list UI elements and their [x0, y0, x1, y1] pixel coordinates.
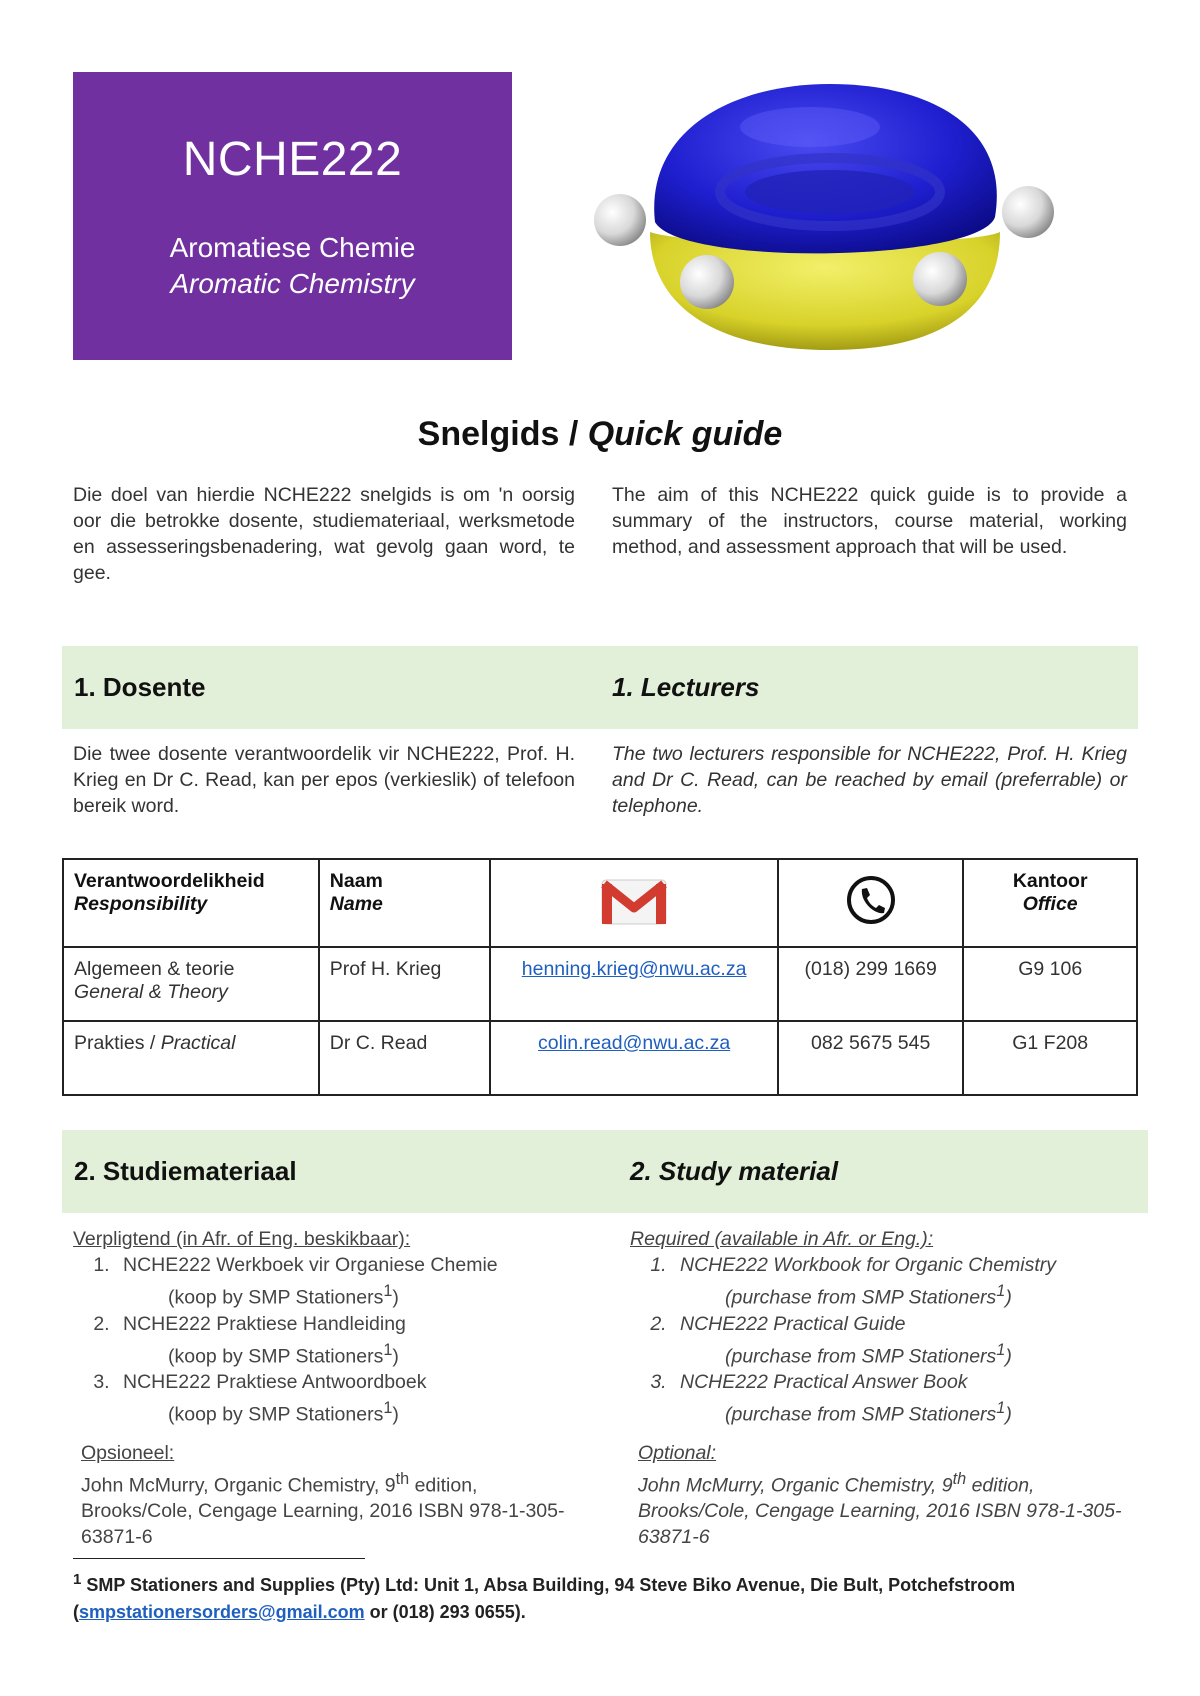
item-title: NCHE222 Praktiese Antwoordboek	[123, 1371, 427, 1393]
item-title: NCHE222 Practical Guide	[680, 1312, 906, 1335]
section-heading-en: 2. Study material	[630, 1156, 839, 1186]
cell-responsibility	[63, 947, 319, 1021]
intro-paragraph-af: Die doel van hierdie NCHE222 snelgids is om 'n oorsig oor die betrokke dosente, studiemateriaal, werksmetode en assesseringsbenadering, wat gevolg gaan word, te gee.	[73, 484, 575, 584]
list-item	[672, 1369, 1150, 1428]
optional-ref-pre: John McMurry, Organic Chemistry, 9	[638, 1474, 953, 1496]
footnote-ref: 1	[996, 1282, 1006, 1300]
item-title: NCHE222 Practical Answer Book	[680, 1371, 968, 1393]
responsibility-en: General & Theory	[74, 981, 228, 1003]
list-item	[115, 1311, 593, 1370]
optional-ref-post: edition, Brooks/Cole, Cengage Learning, 2016 ISBN 978-1-305-63871-6	[81, 1474, 565, 1548]
section-heading-af: 2. Studiemateriaal	[74, 1156, 297, 1186]
lecturers-paragraph-en: The two lecturers responsible for NCHE222, Prof. H. Krieg and Dr C. Read, can be reached by email (preferrable) or telephone.	[612, 743, 1127, 817]
footnote-text-end: or (018) 293 0655).	[364, 1602, 526, 1622]
page-title-af: Snelgids /	[417, 415, 579, 453]
responsibility-en: Practical	[160, 1032, 236, 1054]
email-link[interactable]: henning.krieg@nwu.ac.za	[521, 958, 747, 980]
study-material-en	[630, 1226, 1150, 1550]
footnote-text: SMP Stationers and Supplies (Pty) Ltd: Unit 1, Absa Building, 94 Steve Biko Avenue, Die Bult, Potchefstroom (	[73, 1575, 1016, 1622]
item-title: NCHE222 Praktiese Handleiding	[123, 1312, 406, 1335]
item-source-text: (koop by SMP Stationers	[168, 1286, 384, 1309]
cell-responsibility	[63, 1021, 319, 1095]
footnote-separator	[73, 1558, 365, 1559]
footnote-email-link[interactable]: smpstationersorders@gmail.com	[79, 1602, 365, 1622]
footnote-ref: 1	[383, 1399, 393, 1417]
cell-name: Dr C. Read	[319, 1021, 490, 1095]
gmail-icon	[600, 874, 668, 926]
email-link[interactable]: colin.read@nwu.ac.za	[538, 1032, 731, 1054]
cell-email	[490, 1021, 778, 1095]
course-code: NCHE222	[182, 133, 403, 186]
cell-office: G9 106	[963, 947, 1137, 1021]
item-source: (purchase from SMP Stationers$^1$)	[725, 1282, 1012, 1309]
table-row	[63, 947, 1137, 1021]
required-label: Verpligtend (in Afr. of Eng. beskikbaar):	[73, 1228, 411, 1250]
optional-ref-pre: John McMurry, Organic Chemistry, 9	[81, 1474, 396, 1496]
col-name-en: Name	[329, 893, 383, 915]
required-label: Required (available in Afr. or Eng.):	[630, 1228, 934, 1250]
col-responsibility-en: Responsibility	[74, 893, 208, 915]
footnote-ref: 1	[383, 1340, 393, 1359]
section-header-study-material	[62, 1130, 1148, 1213]
page-title-en: Quick guide	[587, 415, 783, 453]
footnote-ref: 1	[383, 1282, 393, 1300]
responsibility-af: Algemeen & teorie	[74, 958, 235, 980]
item-source-text: (purchase from SMP Stationers	[725, 1286, 997, 1309]
optional-ref-post: edition, Brooks/Cole, Cengage Learning, 2016 ISBN 978-1-305-63871-6	[638, 1474, 1122, 1548]
col-email	[490, 859, 778, 947]
course-subtitle-af: Aromatiese Chemie	[169, 232, 416, 263]
course-subtitle-en: Aromatic Chemistry	[170, 268, 415, 299]
item-source-text: (koop by SMP Stationers	[168, 1345, 384, 1367]
optional-label: Optional:	[638, 1441, 717, 1464]
col-name-af: Naam	[329, 870, 383, 892]
section-header-lecturers	[62, 646, 1138, 729]
list-item	[672, 1311, 1150, 1370]
study-material-af	[73, 1226, 593, 1550]
lecturers-paragraph-af: Die twee dosente verantwoordelik vir NCHE222, Prof. H. Krieg en Dr C. Read, kan per epos (verkieslik) of telefoon bereik word.	[73, 743, 575, 817]
section-heading-en: 1. Lecturers	[612, 672, 760, 702]
item-source: (koop by SMP Stationers$^1$)	[168, 1340, 399, 1367]
col-responsibility-af: Verantwoordelikheid	[74, 870, 265, 892]
cell-office: G1 F208	[963, 1021, 1137, 1095]
col-responsibility	[63, 859, 319, 947]
item-title: NCHE222 Workbook for Organic Chemistry	[680, 1254, 1057, 1276]
item-source-text: (purchase from SMP Stationers	[725, 1403, 997, 1426]
contacts-table	[62, 858, 1138, 1096]
footnote-ref: 1	[996, 1399, 1006, 1417]
col-office-en: Office	[1022, 893, 1078, 915]
cell-phone: (018) 299 1669	[778, 947, 963, 1021]
footnote-ref: 1	[996, 1340, 1006, 1359]
col-office	[963, 859, 1137, 947]
course-title-box	[73, 72, 512, 360]
item-source-text: (koop by SMP Stationers	[168, 1403, 384, 1426]
cell-email	[490, 947, 778, 1021]
footnote-marker: 1	[73, 1571, 82, 1588]
list-item	[115, 1369, 593, 1428]
required-list	[73, 1252, 593, 1428]
col-phone	[778, 859, 963, 947]
table-row	[63, 1021, 1137, 1095]
item-source: (purchase from SMP Stationers$^1$)	[725, 1340, 1012, 1367]
list-item	[672, 1252, 1150, 1311]
required-list	[630, 1252, 1150, 1428]
optional-reference	[630, 1466, 1138, 1551]
cell-name: Prof H. Krieg	[319, 947, 490, 1021]
col-name	[319, 859, 490, 947]
table-header-row	[63, 859, 1137, 947]
optional-label: Opsioneel:	[81, 1441, 175, 1464]
cell-phone: 082 5675 545	[778, 1021, 963, 1095]
item-source-text: (purchase from SMP Stationers	[725, 1345, 997, 1367]
item-title: NCHE222 Werkboek vir Organiese Chemie	[123, 1254, 498, 1276]
responsibility-af: Prakties /	[74, 1032, 156, 1054]
phone-icon	[845, 874, 897, 926]
benzene-orbital-image	[590, 72, 1060, 367]
section-heading-af: 1. Dosente	[74, 672, 206, 702]
item-source: (koop by SMP Stationers$^1$)	[168, 1399, 399, 1426]
intro-paragraph-en: The aim of this NCHE222 quick guide is to provide a summary of the instructors, course material, working method, and assessment approach that will be used.	[612, 484, 1127, 558]
col-office-af: Kantoor	[1012, 870, 1088, 892]
optional-ref-sup: th	[952, 1469, 967, 1488]
optional-reference	[73, 1466, 591, 1551]
item-source: (purchase from SMP Stationers$^1$)	[725, 1399, 1012, 1426]
item-source: (koop by SMP Stationers$^1$)	[168, 1282, 399, 1309]
list-item	[115, 1252, 593, 1311]
optional-ref-sup: th	[395, 1469, 410, 1488]
footnote	[73, 1566, 1123, 1626]
page-title	[0, 415, 1200, 454]
